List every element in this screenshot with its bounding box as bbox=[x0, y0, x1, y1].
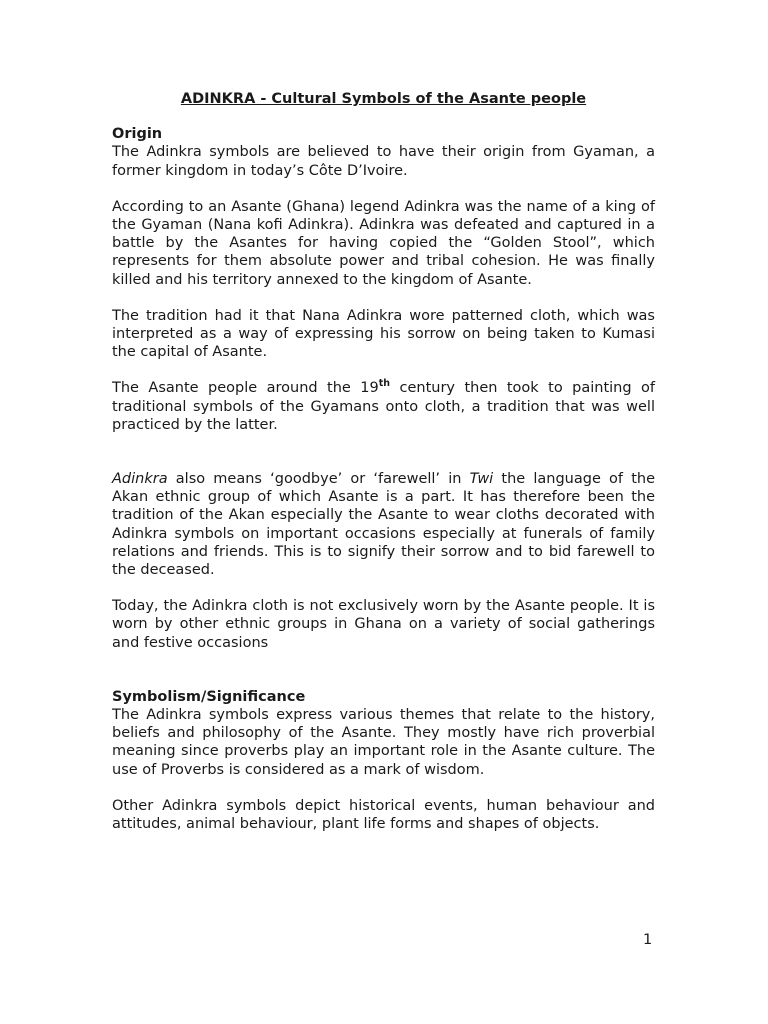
document-title: ADINKRA - Cultural Symbols of the Asante people bbox=[180, 91, 587, 107]
today-paragraph: Today, the Adinkra cloth is not exclusively worn by the Asante people. It is worn by other ethnic groups in Ghana on a variety of social gatherings and festive occasions bbox=[112, 598, 655, 651]
origin-heading: Origin bbox=[112, 126, 163, 143]
origin-p4-text-before: The Asante people around the 19 bbox=[112, 380, 379, 397]
origin-paragraph-2: According to an Asante (Ghana) legend Adinkra was the name of a king of the Gyaman (Nana kofi Adinkra). Adinkra was defeated and captured in a battle by the Asantes for having copied the “Golden Stool”, which represents for them absolute power and tribal cohesion. He was finally killed and his territory annexed to the kingdom of Asante. bbox=[112, 198, 655, 288]
origin-paragraph-1: The Adinkra symbols are believed to have their origin from Gyaman, a former kingdom in today’s Côte D’Ivoire. bbox=[112, 144, 655, 179]
adinkra-italic-word: Adinkra bbox=[112, 471, 168, 488]
document-page bbox=[112, 90, 655, 833]
origin-paragraph-3: The tradition had it that Nana Adinkra wore patterned cloth, which was interpreted as a way of expressing his sorrow on being taken to Kumasi the capital of Asante. bbox=[112, 307, 655, 361]
adinkra-meaning-paragraph bbox=[112, 470, 655, 579]
origin-p4-text-after: century then took to painting of traditional symbols of the Gyamans onto cloth, a tradition that was well practiced by the latter. bbox=[112, 380, 655, 433]
origin-p4-superscript: th bbox=[378, 378, 391, 390]
origin-paragraph-4 bbox=[112, 379, 655, 434]
adinkra-text-1: also means ‘goodbye’ or ‘farewell’ in bbox=[167, 471, 470, 488]
twi-italic-word: Twi bbox=[469, 471, 494, 488]
symbolism-paragraph-1: The Adinkra symbols express various themes that relate to the history, beliefs and philosophy of the Asante. They mostly have rich proverbial meaning since proverbs play an important role in the Asante culture. The use of Proverbs is considered as a mark of wisdom. bbox=[112, 707, 655, 778]
adinkra-text-2: the language of the Akan ethnic group of which Asante is a part. It has therefore been the tradition of the Akan especially the Asante to wear cloths decorated with Adinkra symbols on important occasions especially at funerals of family relations and friends. This is to signify their sorrow and to bid farewell to the deceased. bbox=[112, 471, 656, 579]
symbolism-heading: Symbolism/Significance bbox=[112, 688, 306, 705]
symbolism-paragraph-2: Other Adinkra symbols depict historical events, human behaviour and attitudes, animal behaviour, plant life forms and shapes of objects. bbox=[112, 797, 655, 833]
page-number: 1 bbox=[643, 932, 653, 948]
